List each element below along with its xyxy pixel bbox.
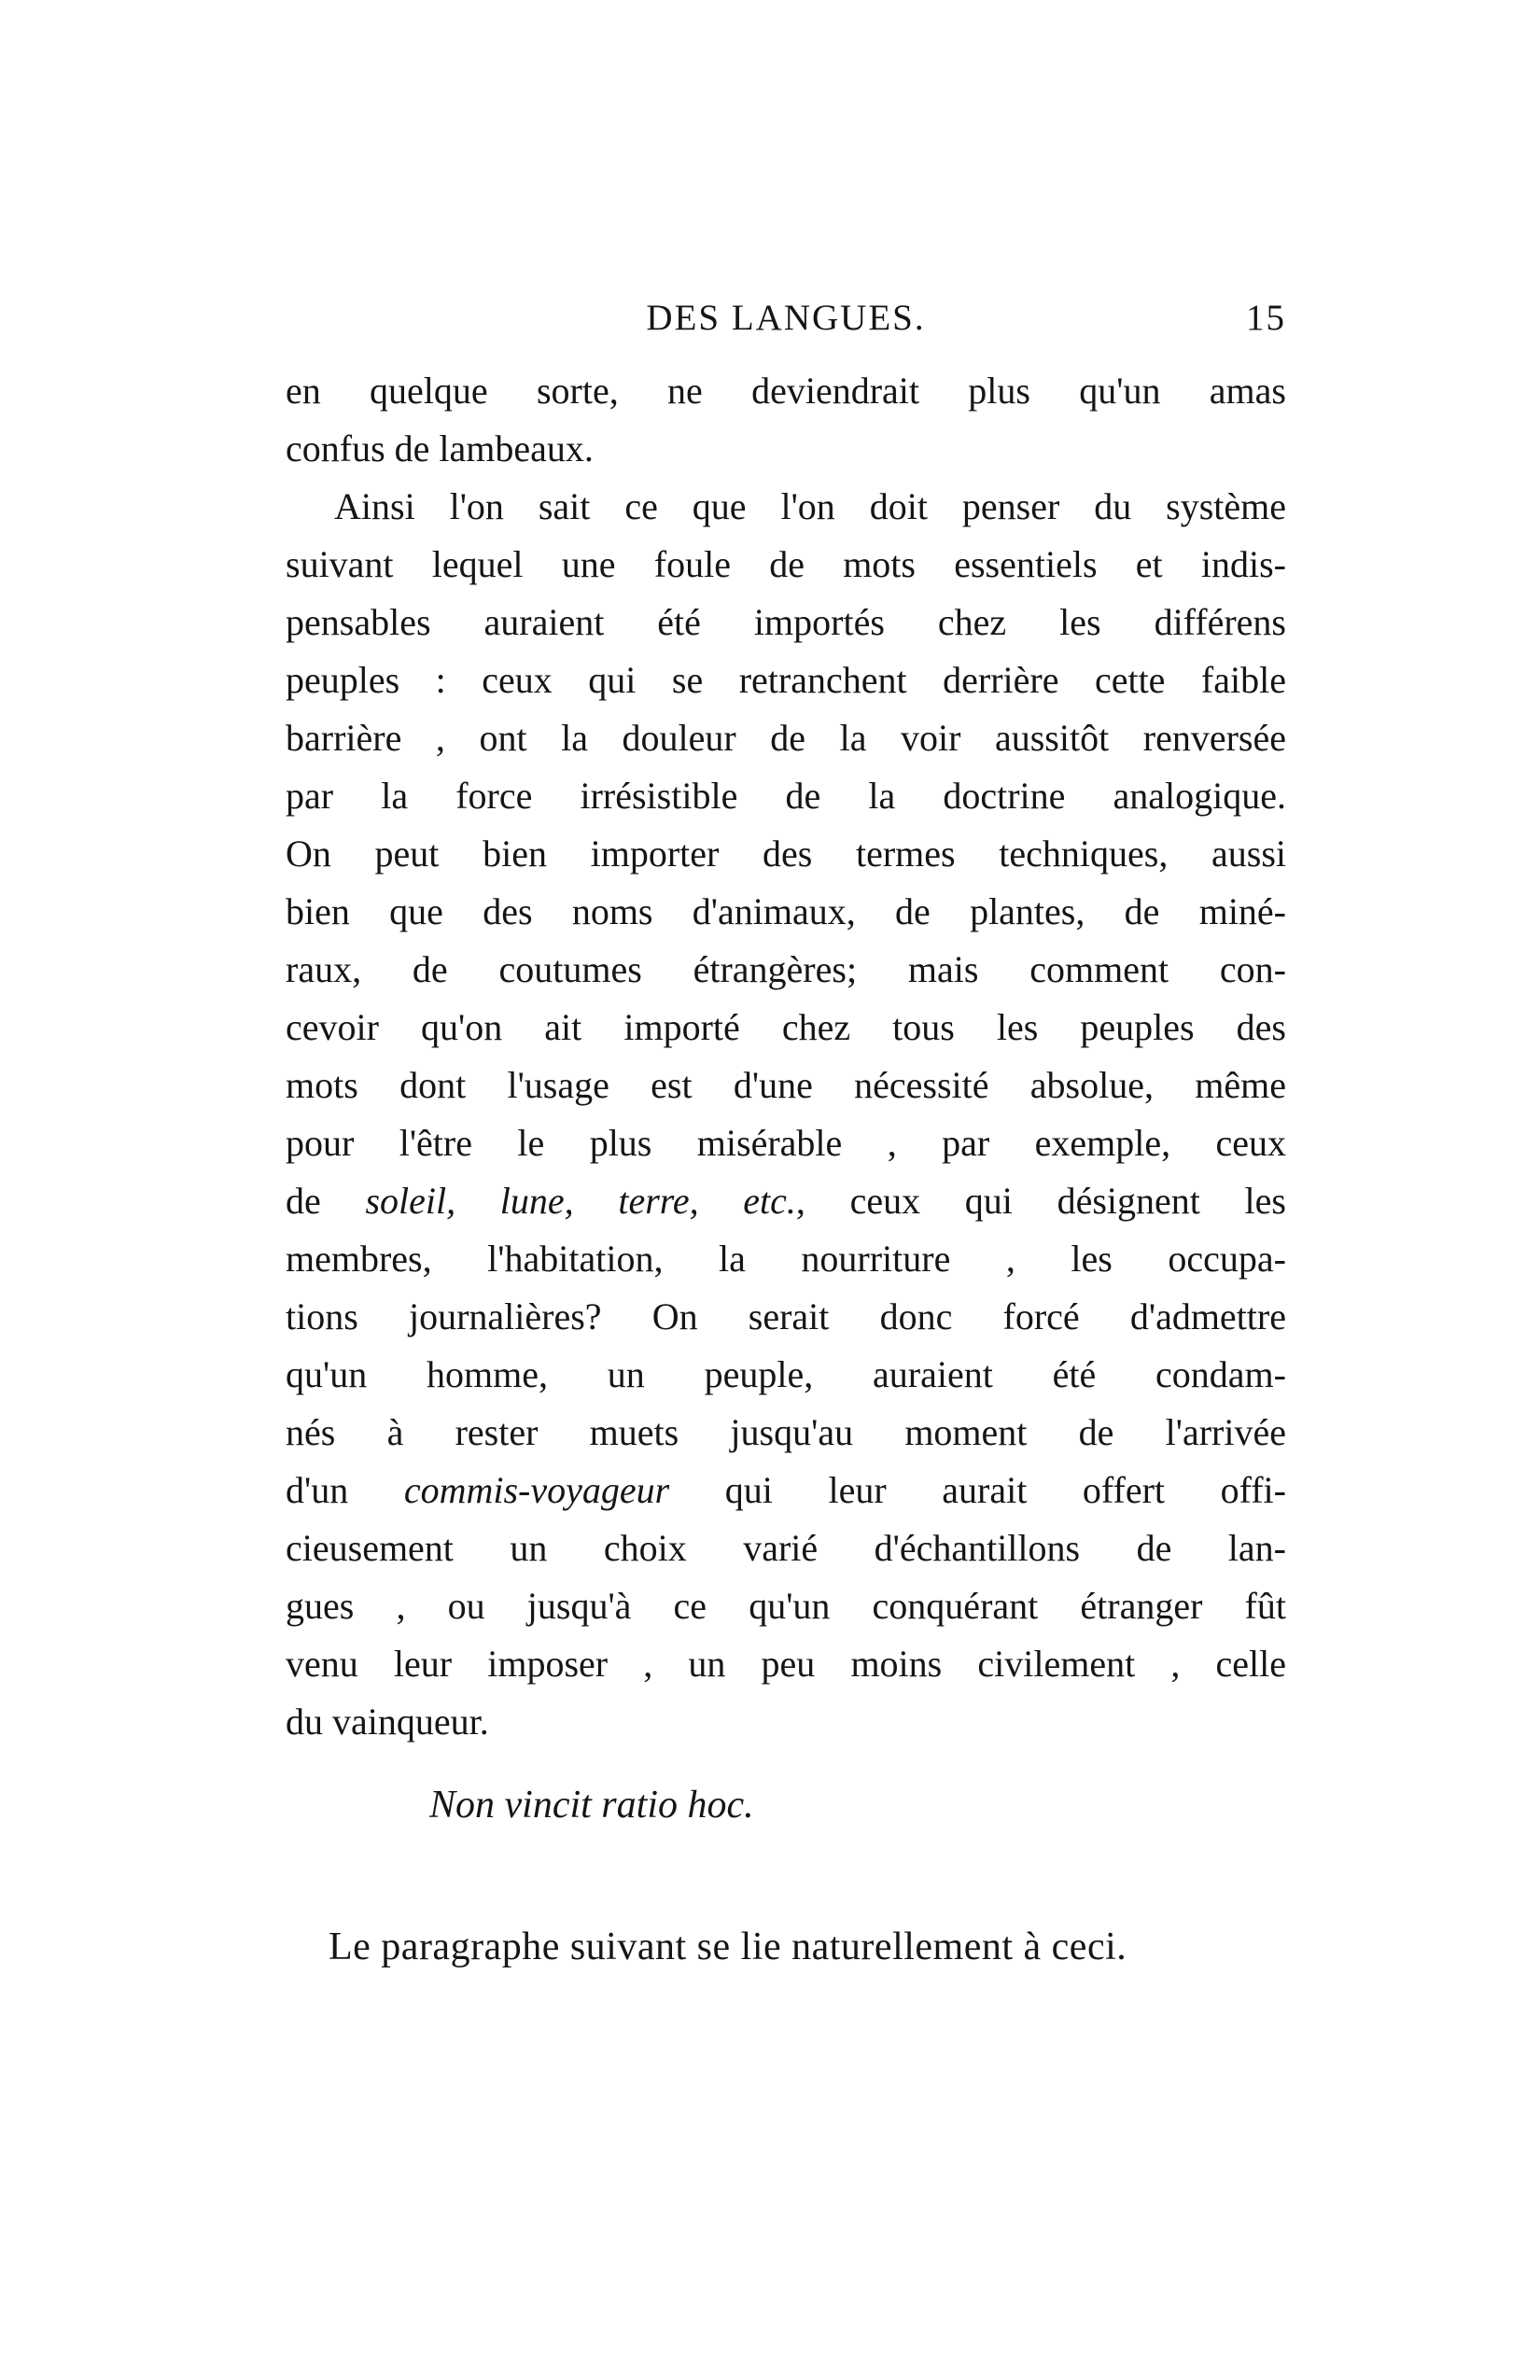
italic-words: soleil, lune, terre, etc. [365,1180,796,1222]
text-line: du vainqueur. [286,1701,489,1743]
text-run: , ceux qui désignent les [795,1180,1286,1222]
text-line: qu'un homme, un peuple, auraient été condam- [286,1353,1286,1395]
text-line: par la force irrésistible de la doctrine analogique. [286,775,1286,817]
text-line-with-italics [286,1462,1286,1519]
text-line: bien que des noms d'animaux, de plantes, de miné- [286,890,1286,932]
text-line: On peut bien importer des termes techniques, aussi [286,833,1286,875]
text-line: confus de lambeaux. [286,427,594,469]
running-head [286,297,1286,343]
closing-sentence: Le paragraphe suivant se lie naturellement à ceci. [329,1925,1127,1968]
text-line: en quelque sorte, ne deviendrait plus qu'un amas [286,370,1286,412]
text-line: nés à rester muets jusqu'au moment de l'arrivée [286,1411,1286,1453]
text-line: cevoir qu'on ait importé chez tous les peuples des [286,1006,1286,1048]
text-line: pensables auraient été importés chez les différens [286,601,1286,643]
text-line: barrière , ont la douleur de la voir aussitôt renversée [286,717,1286,759]
text-line-with-italics [286,1172,1286,1230]
text-line: gues , ou jusqu'à ce qu'un conquérant étranger fût [286,1585,1286,1627]
text-run: qui leur aurait offert offi- [669,1469,1286,1511]
text-line: pour l'être le plus misérable , par exemple, ceux [286,1122,1286,1164]
page-number: 15 [1246,298,1286,338]
text-run: de [286,1180,366,1222]
running-title: DES LANGUES. [646,298,926,338]
text-line: raux, de coutumes étrangères; mais comment con- [286,948,1286,990]
text-line: membres, l'habitation, la nourriture , les occupa- [286,1238,1286,1280]
text-line: Ainsi l'on sait ce que l'on doit penser du système [334,485,1286,527]
italic-words: commis-voyageur [403,1469,670,1511]
text-line: suivant lequel une foule de mots essentiels et indis- [286,543,1286,585]
text-line: tions journalières? On serait donc forcé d'admettre [286,1295,1286,1337]
latin-motto: Non vincit ratio hoc. [429,1784,754,1827]
text-line: venu leur imposer , un peu moins civilement , celle [286,1643,1286,1685]
text-line: mots dont l'usage est d'une nécessité absolue, même [286,1064,1286,1106]
text-run: d'un [286,1469,404,1511]
body-text [286,362,1286,1751]
text-line: peuples : ceux qui se retranchent derrière cette faible [286,659,1286,701]
text-line: cieusement un choix varié d'échantillons de lan- [286,1527,1286,1569]
